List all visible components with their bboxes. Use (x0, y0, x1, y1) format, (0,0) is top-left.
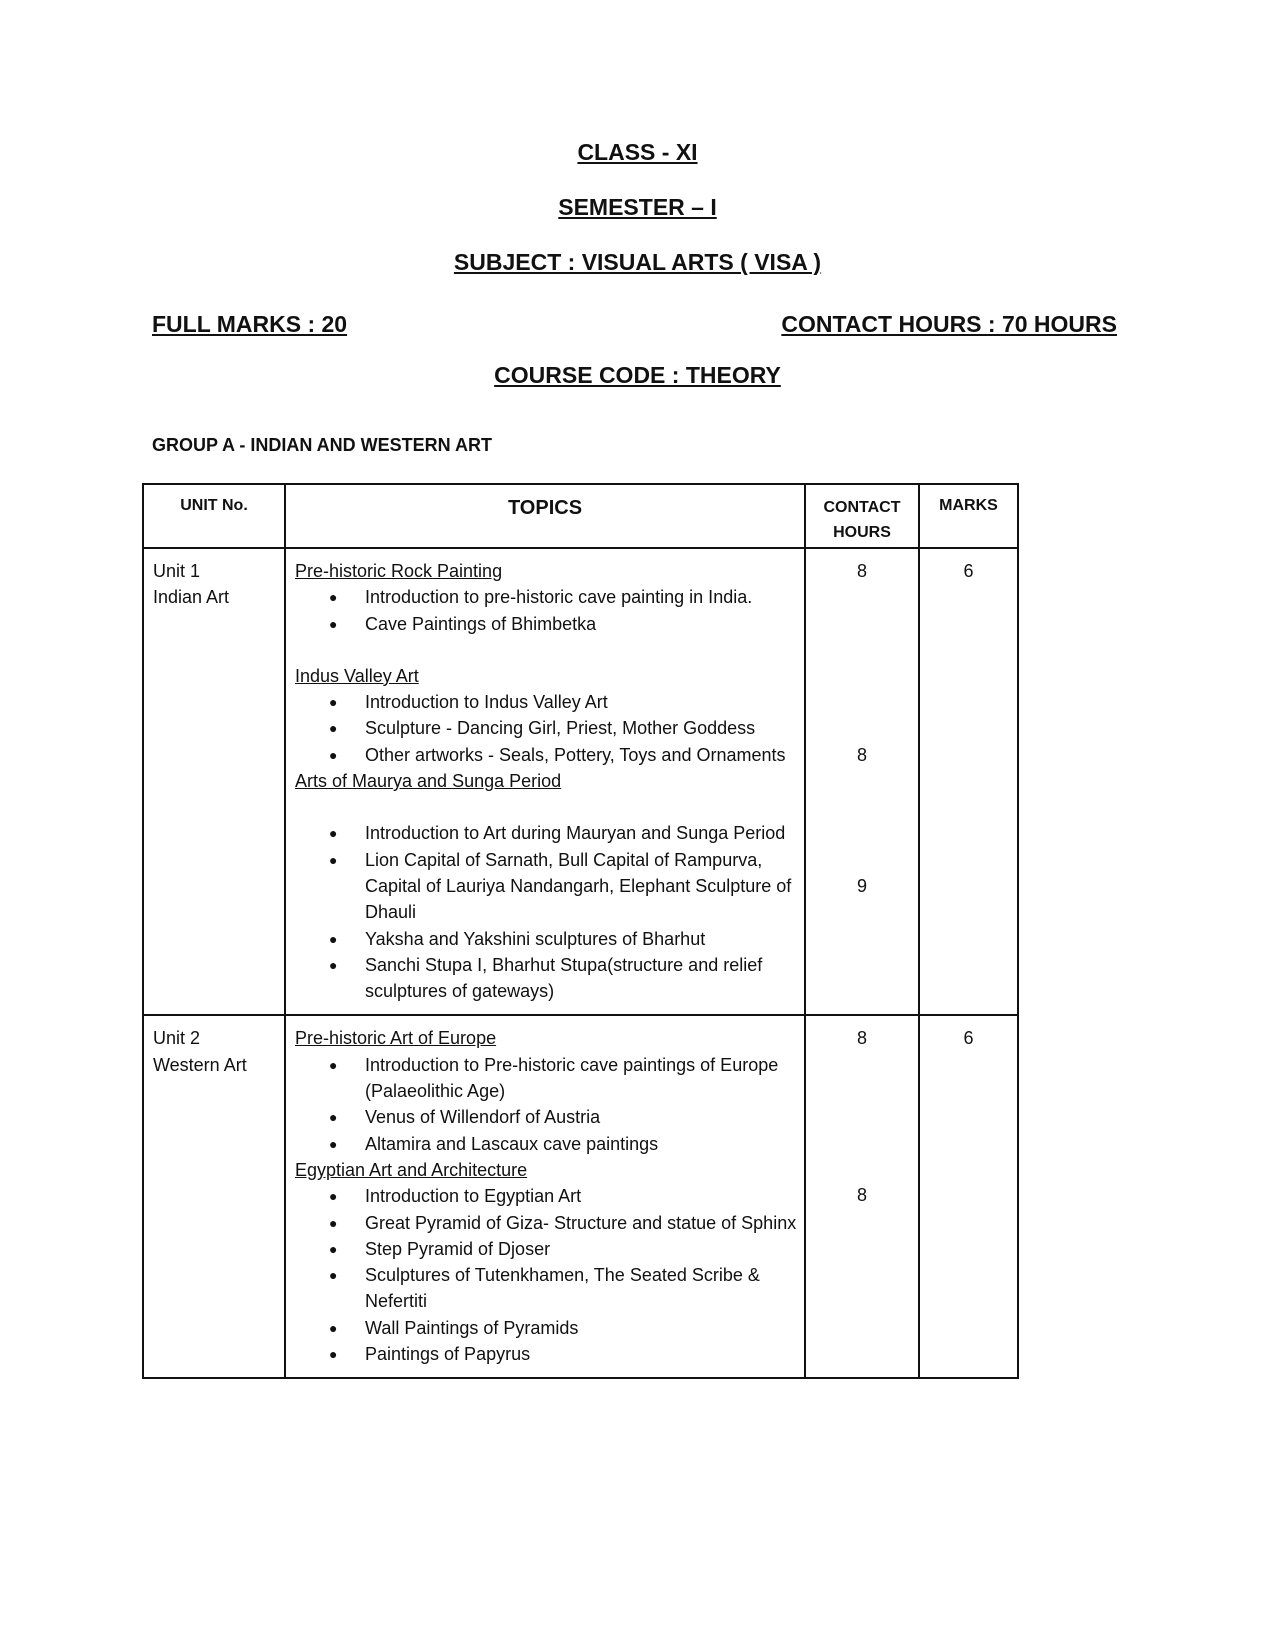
group-title: GROUP A - INDIAN AND WESTERN ART (152, 435, 492, 455)
class-heading: CLASS - XI (577, 139, 698, 165)
header-marks: MARKS (919, 484, 1018, 548)
list-item: ● Step Pyramid of Djoser (295, 1236, 800, 1262)
list-item: ● Venus of Willendorf of Austria (295, 1104, 800, 1130)
section-hours: 8 (856, 1028, 867, 1049)
list-item: ● Paintings of Papyrus (295, 1341, 800, 1367)
unit-number: Unit 2 (153, 1028, 201, 1049)
bullet-list (295, 584, 800, 637)
section-title: Pre-historic Art of Europe (295, 1028, 497, 1049)
list-item: ● Other artworks - Seals, Pottery, Toys and Ornaments (295, 742, 800, 768)
list-item: ● Great Pyramid of Giza- Structure and statue of Sphinx (295, 1210, 800, 1236)
header-contact-hours (805, 484, 919, 548)
table-row (143, 548, 1018, 1015)
topics-cell (285, 1015, 805, 1378)
full-marks: FULL MARKS : 20 (152, 311, 348, 337)
bullet-list (295, 689, 800, 768)
section-title: Pre-historic Rock Painting (295, 561, 503, 581)
section-title: Indus Valley Art (295, 665, 419, 686)
syllabus-table (142, 483, 1019, 1379)
unit-name: Indian Art (153, 587, 230, 608)
marks-cell (919, 1015, 1018, 1378)
header-contact-hours-line2: HOURS (833, 524, 891, 541)
marks-cell (919, 548, 1018, 1015)
table-row (143, 1015, 1018, 1378)
list-item: ● Sculptures of Tutenkhamen, The Seated Scribe & Nefertiti (295, 1262, 800, 1315)
unit-name: Western Art (153, 1054, 247, 1075)
section-hours: 9 (856, 876, 867, 896)
bullet-list (295, 1183, 800, 1367)
unit-cell (143, 548, 285, 1015)
list-item: ● Altamira and Lascaux cave paintings (295, 1131, 800, 1157)
header-topics: TOPICS (285, 484, 805, 548)
list-item: ● Wall Paintings of Pyramids (295, 1315, 800, 1341)
contact-hours-total: CONTACT HOURS : 70 HOURS (781, 311, 1117, 337)
contact-hours-cell (805, 1015, 919, 1378)
course-code-heading: COURSE CODE : THEORY (494, 362, 781, 388)
list-item: ● Introduction to pre-historic cave painting in India. (295, 584, 800, 610)
unit-number: Unit 1 (153, 561, 201, 581)
list-item: ● Lion Capital of Sarnath, Bull Capital of Rampurva, Capital of Lauriya Nandangarh, Elephant Sculpture of Dhauli (295, 847, 800, 926)
unit-marks: 6 (963, 561, 974, 581)
unit-marks: 6 (963, 1028, 974, 1049)
bullet-list (295, 1052, 800, 1157)
list-item: ● Introduction to Egyptian Art (295, 1183, 800, 1209)
semester-heading: SEMESTER – I (558, 194, 717, 220)
section-hours: 8 (856, 1185, 867, 1206)
list-item: ● Yaksha and Yakshini sculptures of Bharhut (295, 926, 800, 952)
section-title: Egyptian Art and Architecture (295, 1159, 528, 1180)
section-hours: 8 (856, 561, 867, 581)
list-item: ● Introduction to Pre-historic cave paintings of Europe (Palaeolithic Age) (295, 1052, 800, 1105)
list-item: ● Introduction to Art during Mauryan and Sunga Period (295, 820, 800, 846)
section-title: Arts of Maurya and Sunga Period (295, 771, 562, 792)
table-header-row (143, 484, 1018, 548)
bullet-list (295, 820, 800, 1004)
list-item: ● Sanchi Stupa I, Bharhut Stupa(structure and relief sculptures of gateways) (295, 952, 800, 1005)
section-hours: 8 (856, 745, 867, 765)
list-item: ● Sculpture - Dancing Girl, Priest, Mother Goddess (295, 715, 800, 741)
subject-heading: SUBJECT : VISUAL ARTS ( VISA ) (453, 249, 822, 275)
topics-cell (285, 548, 805, 1015)
header-unit-no: UNIT No. (143, 484, 285, 548)
header-contact-hours-line1: CONTACT (823, 499, 901, 516)
unit-cell (143, 1015, 285, 1378)
list-item: ● Cave Paintings of Bhimbetka (295, 611, 800, 637)
list-item: ● Introduction to Indus Valley Art (295, 689, 800, 715)
contact-hours-cell (805, 548, 919, 1015)
